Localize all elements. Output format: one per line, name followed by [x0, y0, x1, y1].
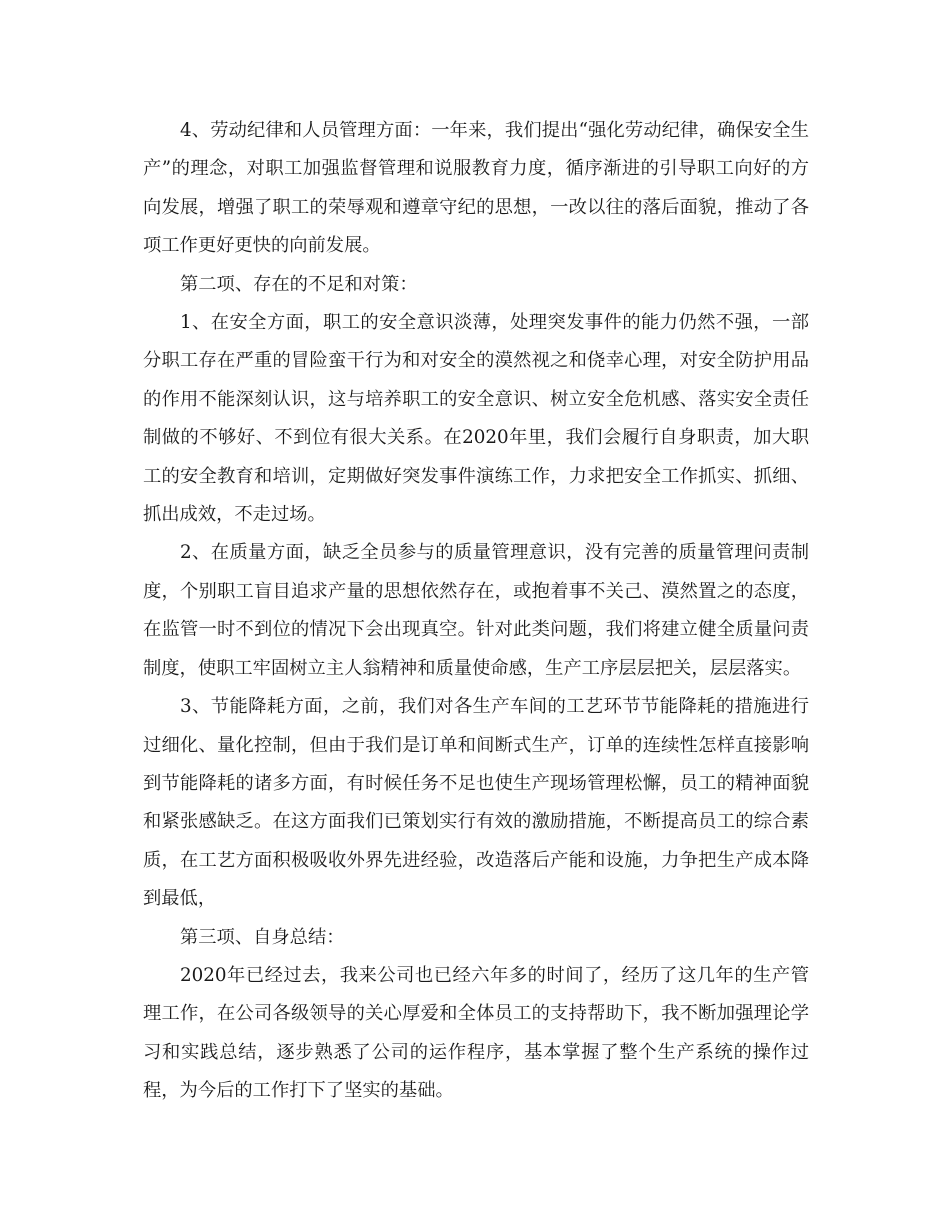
section-heading-shortcomings: 第二项、存在的不足和对策： [180, 273, 418, 295]
paragraph-quality: 2、在质量方面，缺乏全员参与的质量管理意识，没有完善的质量管理问责制度，个别职工盲目追求产量的思想依然存在，或抱着事不关己、漠然置之的态度，在监管一时不到位的情况下会出现真空。针对此类问题，我们将建立健全质量问责制度，使职工牢固树立主人翁精神和质量使命感，生产工序层层把关，层层落实。 [143, 542, 809, 679]
paragraph-energy-saving: 3、节能降耗方面，之前，我们对各生产车间的工艺环节节能降耗的措施进行过细化、量化控制，但由于我们是订单和间断式生产，订单的连续性怎样直接影响到节能降耗的诸多方面，有时候任务不足也使生产现场管理松懈，员工的精神面貌和紧张感缺乏。在这方面我们已策划实行有效的激励措施，不断提高员工的综合素质，在工艺方面积极吸收外界先进经验，改造落后产能和设施，力争把生产成本降到最低， [143, 696, 809, 910]
paragraph-self-summary: 2020年已经过去，我来公司也已经六年多的时间了，经历了这几年的生产管理工作，在公司各级领导的关心厚爱和全体员工的支持帮助下，我不断加强理论学习和实践总结，逐步熟悉了公司的运作程序，基本掌握了整个生产系统的操作过程，为今后的工作打下了坚实的基础。 [143, 964, 809, 1102]
paragraph-safety: 1、在安全方面，职工的安全意识淡薄，处理突发事件的能力仍然不强，一部分职工存在严重的冒险蛮干行为和对安全的漠然视之和侥幸心理，对安全防护用品的作用不能深刻认识，这与培养职工的安全意识、树立安全危机感、落实安全责任制做的不够好、不到位有很大关系。在2020年里，我们会履行自身职责，加大职工的安全教育和培训，定期做好突发事件演练工作，力求把安全工作抓实、抓细、抓出成效，不走过场。 [143, 312, 809, 526]
document-body [143, 112, 809, 1111]
paragraph-labor-discipline: 4、劳动纪律和人员管理方面：一年来，我们提出“强化劳动纪律，确保安全生产”的理念，对职工加强监督管理和说服教育力度，循序渐进的引导职工向好的方向发展，增强了职工的荣辱观和遵章守纪的思想，一改以往的落后面貌，推动了各项工作更好更快的向前发展。 [143, 120, 809, 257]
section-heading-self-summary: 第三项、自身总结： [180, 926, 345, 948]
